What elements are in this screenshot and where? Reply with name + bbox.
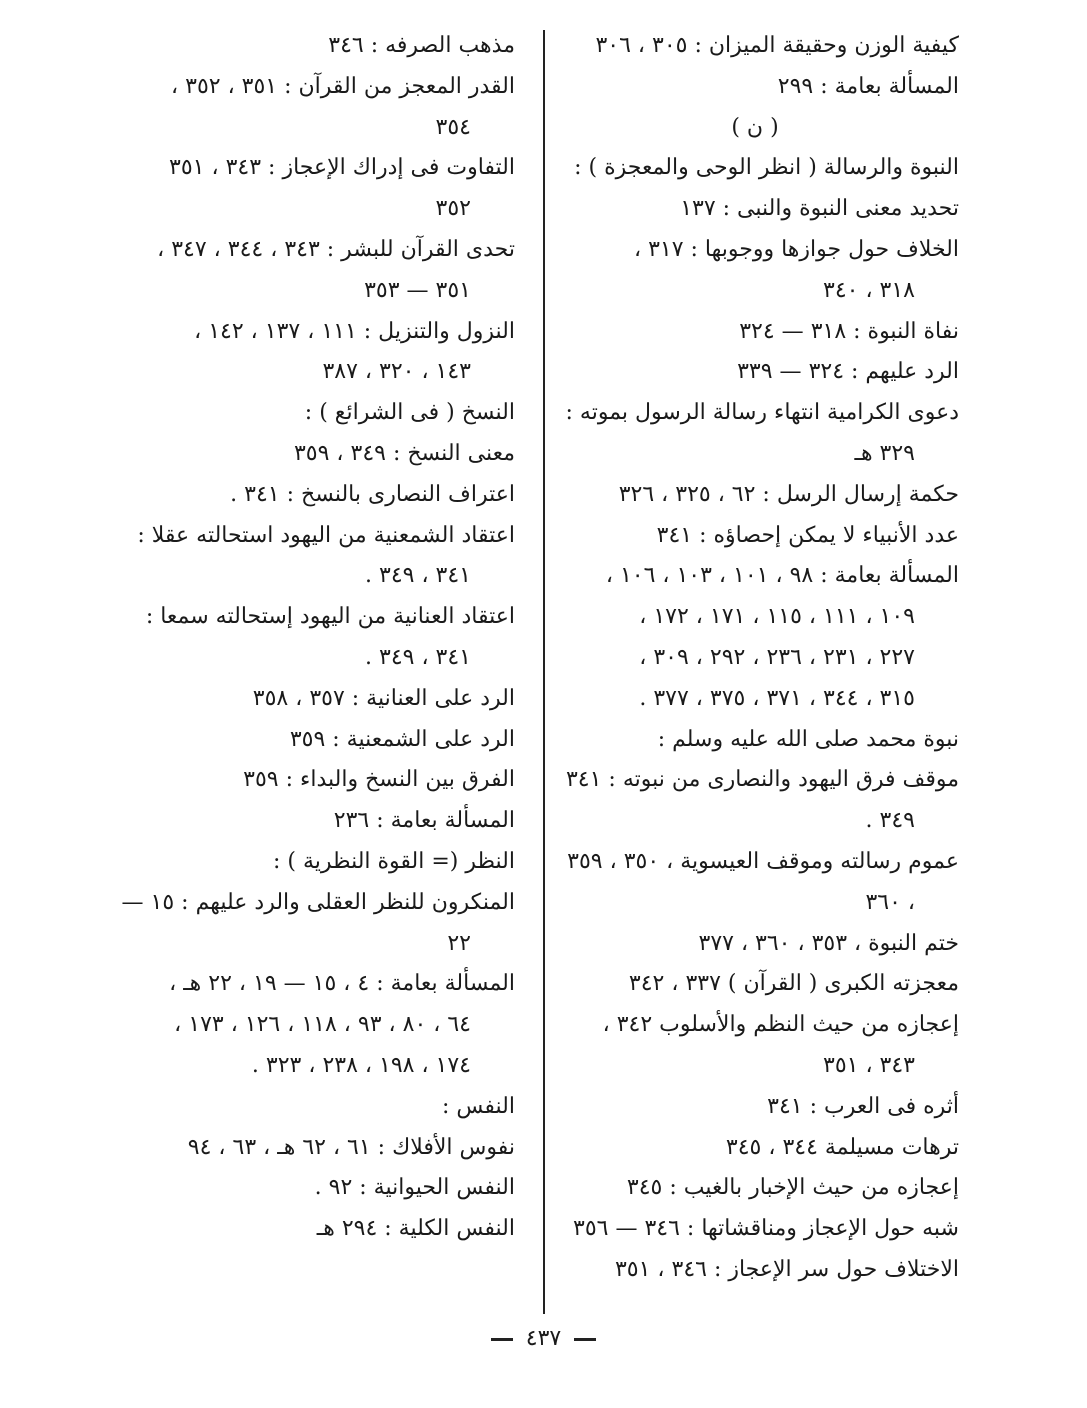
index-entry: النبوة والرسالة ( انظر الوحى والمعجزة ) :: [574, 155, 959, 181]
index-column-right: [551, 26, 959, 1316]
index-entry: اعتقاد العنانية من اليهود إستحالته سمعا :: [145, 604, 515, 630]
index-entry-continuation: ٢٢٧ ، ٢٣١ ، ٢٣٦ ، ٢٩٢ ، ٣٠٩ ،: [639, 644, 915, 670]
page-number: ٤٣٧: [525, 1326, 562, 1351]
index-entry: نفوس الأفلاك : ٦١ ، ٦٢ هـ ، ٦٣ ، ٩٤: [187, 1134, 515, 1160]
index-entry: الرد على العنانية : ٣٥٧ ، ٣٥٨: [252, 685, 515, 711]
index-entry: المسألة بعامة : ٢٣٦: [333, 808, 515, 834]
index-entry-continuation: ٣٤١ ، ٣٤٩ .: [365, 644, 471, 670]
index-entry: كيفية الوزن وحقيقة الميزان : ٣٠٥ ، ٣٠٦: [595, 33, 959, 58]
index-entry-continuation: ٦٤ ، ٨٠ ، ٩٣ ، ١١٨ ، ١٢٦ ، ١٧٣ ،: [174, 1012, 471, 1038]
index-entry: الخلاف حول جوازها ووجوبها : ٣١٧ ،: [633, 236, 959, 262]
index-entry: إعجازه من حيث الإخبار بالغيب : ٣٤٥: [626, 1175, 959, 1201]
index-entry: نبوة محمد صلى الله عليه وسلم :: [657, 726, 959, 752]
index-column-left: [107, 26, 515, 1316]
index-entry: النظر (= القوة النظرية ) :: [272, 848, 515, 874]
index-entry-continuation: ٢٢: [447, 930, 471, 956]
index-entry-continuation: ١٤٣ ، ٣٢٠ ، ٣٨٧: [322, 359, 471, 385]
index-entry: ختم النبوة ، ٣٥٣ ، ٣٦٠ ، ٣٧٧: [698, 930, 959, 956]
index-entry: معنى النسخ : ٣٤٩ ، ٣٥٩: [293, 440, 515, 466]
index-entry-continuation: ٣٤٩ .: [865, 808, 915, 834]
index-entry: المنكرون للنظر العقلى والرد عليهم : ١٥ —: [121, 889, 515, 915]
index-entry: الفرق بين النسخ والبداء : ٣٥٩: [243, 767, 515, 793]
index-entry: النسخ ( فى الشرائع ) :: [304, 400, 515, 426]
index-entry-continuation: ٣٥٤: [435, 114, 471, 140]
index-entry: عموم رسالته وموقف العيسوية ، ٣٥٠ ، ٣٥٩: [567, 848, 959, 874]
index-entry: شبه حول الإعجاز ومناقشاتها : ٣٤٦ — ٣٥٦: [573, 1216, 959, 1242]
index-entry-continuation: ٣٥١ — ٣٥٣: [364, 277, 471, 303]
folio-dash-right: [574, 1338, 596, 1341]
index-entry-continuation: ٣٥٢: [435, 196, 471, 222]
page-number-footer: [0, 1326, 1087, 1351]
index-entry: القدر المعجز من القرآن : ٣٥١ ، ٣٥٢ ،: [171, 73, 515, 99]
index-entry: الرد على الشمعنية : ٣٥٩: [289, 726, 515, 752]
index-entry: موقف فرق اليهود والنصارى من نبوته : ٣٤١: [565, 767, 959, 793]
index-entry: التفاوت فى إدراك الإعجاز : ٣٤٣ ، ٣٥١: [169, 155, 515, 181]
index-entry: اعتقاد الشمعنية من اليهود استحالته عقلا :: [137, 522, 515, 548]
index-entry: المسألة بعامة : ٩٨ ، ١٠١ ، ١٠٣ ، ١٠٦ ،: [605, 563, 959, 589]
index-entry: اعتراف النصارى بالنسخ : ٣٤١ .: [230, 481, 515, 507]
column-divider: [543, 30, 545, 1314]
section-letter-heading: ( ن ): [731, 114, 779, 140]
index-entry: المسألة بعامة : ٢٩٩: [777, 73, 959, 99]
index-entry-continuation: ٣٢٩ هـ: [854, 440, 915, 466]
index-entry-continuation: ٣٤١ ، ٣٤٩ .: [365, 563, 471, 589]
index-entry: النفس الحيوانية : ٩٢ .: [314, 1175, 515, 1201]
index-entry: نفاة النبوة : ٣١٨ — ٣٢٤: [739, 318, 959, 344]
index-entry: معجزته الكبرى ( القرآن ) ٣٣٧ ، ٣٤٢: [628, 971, 959, 997]
index-entry: عدد الأنبياء لا يمكن إحصاؤه : ٣٤١: [656, 522, 959, 548]
index-entry: إعجازه من حيث النظم والأسلوب ٣٤٢ ،: [602, 1012, 959, 1038]
index-entry: دعوى الكرامية انتهاء رسالة الرسول بموته :: [565, 400, 959, 426]
index-entry: حكمة إرسال الرسل : ٦٢ ، ٣٢٥ ، ٣٢٦: [618, 481, 959, 507]
index-entry: الرد عليهم : ٣٢٤ — ٣٣٩: [737, 359, 959, 385]
index-entry-continuation: ٣٤٣ ، ٣٥١: [823, 1052, 915, 1078]
index-entry-continuation: ، ٣٦٠: [865, 889, 915, 915]
index-entry: المسألة بعامة : ٤ ، ١٥ — ١٩ ، ٢٢ هـ ،: [169, 971, 515, 997]
index-entry: تحدى القرآن للبشر : ٣٤٣ ، ٣٤٤ ، ٣٤٧ ،: [157, 236, 515, 262]
index-entry: ترهات مسيلمة ٣٤٤ ، ٣٤٥: [725, 1134, 959, 1160]
index-entry: الاختلاف حول سر الإعجاز : ٣٤٦ ، ٣٥١: [614, 1256, 959, 1282]
index-entry: النفس الكلية : ٢٩٤ هـ: [316, 1216, 515, 1242]
index-entry-continuation: ٣١٥ ، ٣٤٤ ، ٣٧١ ، ٣٧٥ ، ٣٧٧ .: [639, 685, 915, 711]
folio-dash-left: [491, 1338, 513, 1341]
index-entry: مذهب الصرفه : ٣٤٦: [328, 33, 515, 58]
index-entry: النزول والتنزيل : ١١١ ، ١٣٧ ، ١٤٢ ،: [194, 318, 515, 344]
index-entry: أثره فى العرب : ٣٤١: [767, 1093, 959, 1119]
index-entry-continuation: ١٧٤ ، ١٩٨ ، ٢٣٨ ، ٣٢٣ .: [251, 1052, 471, 1078]
index-entry-continuation: ٣١٨ ، ٣٤٠: [823, 277, 915, 303]
index-entry: النفس :: [441, 1093, 515, 1119]
index-entry-continuation: ١٠٩ ، ١١١ ، ١١٥ ، ١٧١ ، ١٧٢ ،: [639, 604, 915, 630]
index-entry: تحديد معنى النبوة والنبى : ١٣٧: [680, 196, 959, 222]
